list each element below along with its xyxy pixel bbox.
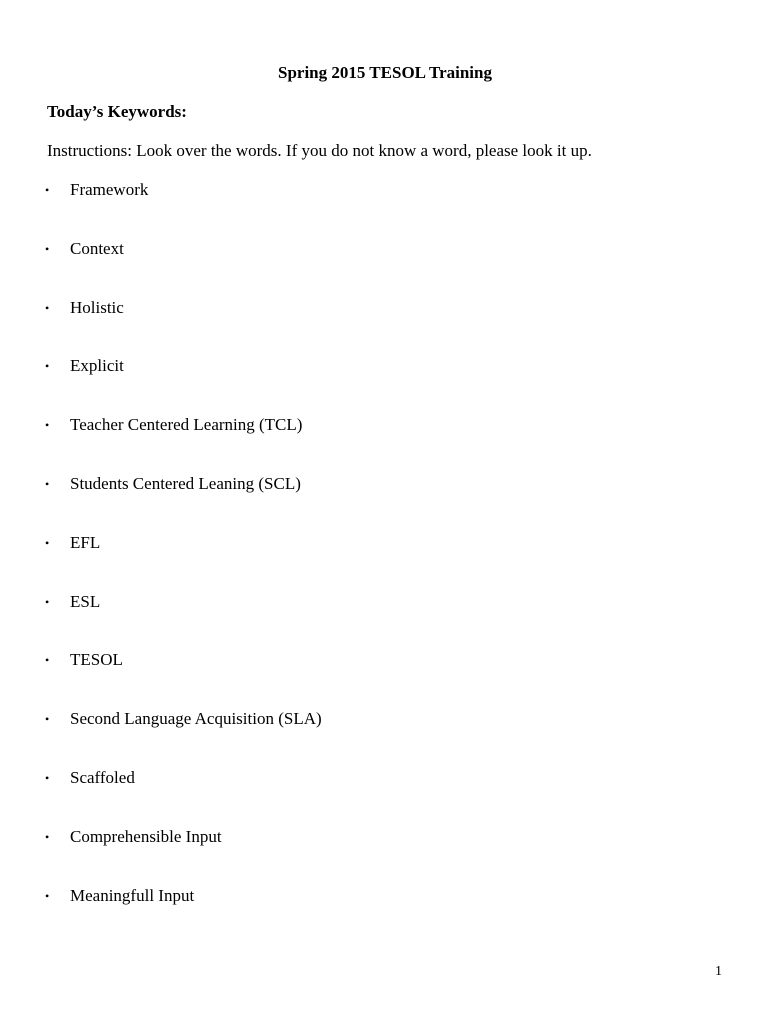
bullet-icon: • — [45, 888, 50, 903]
keyword-text: Comprehensible Input — [70, 826, 222, 846]
keyword-text: Students Centered Leaning (SCL) — [70, 473, 301, 493]
keyword-text: Framework — [70, 180, 149, 199]
instructions-text: Instructions: Look over the words. If you do not know a word, please look it up. — [47, 141, 592, 160]
bullet-icon: • — [45, 712, 50, 727]
bullet-icon: • — [45, 476, 50, 491]
keyword-text: Holistic — [70, 297, 124, 317]
keyword-text: Explicit — [70, 356, 124, 376]
bullet-icon: • — [45, 829, 50, 844]
bullet-icon: • — [45, 770, 50, 785]
keyword-text: Context — [70, 238, 124, 258]
bullet-icon: • — [45, 241, 50, 256]
keyword-text: Second Language Acquisition (SLA) — [70, 709, 322, 729]
bullet-icon: • — [45, 535, 50, 550]
bullet-icon: • — [45, 653, 50, 668]
keywords-heading: Today’s Keywords: — [47, 102, 187, 121]
bullet-icon: • — [45, 359, 50, 374]
bullet-icon: • — [45, 183, 50, 197]
bullet-icon: • — [45, 594, 50, 609]
page-number: 1 — [715, 964, 722, 979]
document-title: Spring 2015 TESOL Training — [277, 63, 492, 82]
keyword-text: EFL — [70, 532, 101, 552]
keyword-text: Scaffoled — [70, 767, 135, 787]
bullet-icon: • — [45, 300, 50, 315]
keyword-text: Meaningfull Input — [70, 885, 195, 905]
keyword-text: TESOL — [70, 650, 123, 670]
bullet-icon: • — [45, 418, 50, 433]
keyword-text: Teacher Centered Learning (TCL) — [70, 415, 303, 435]
keyword-text: ESL — [70, 591, 101, 611]
